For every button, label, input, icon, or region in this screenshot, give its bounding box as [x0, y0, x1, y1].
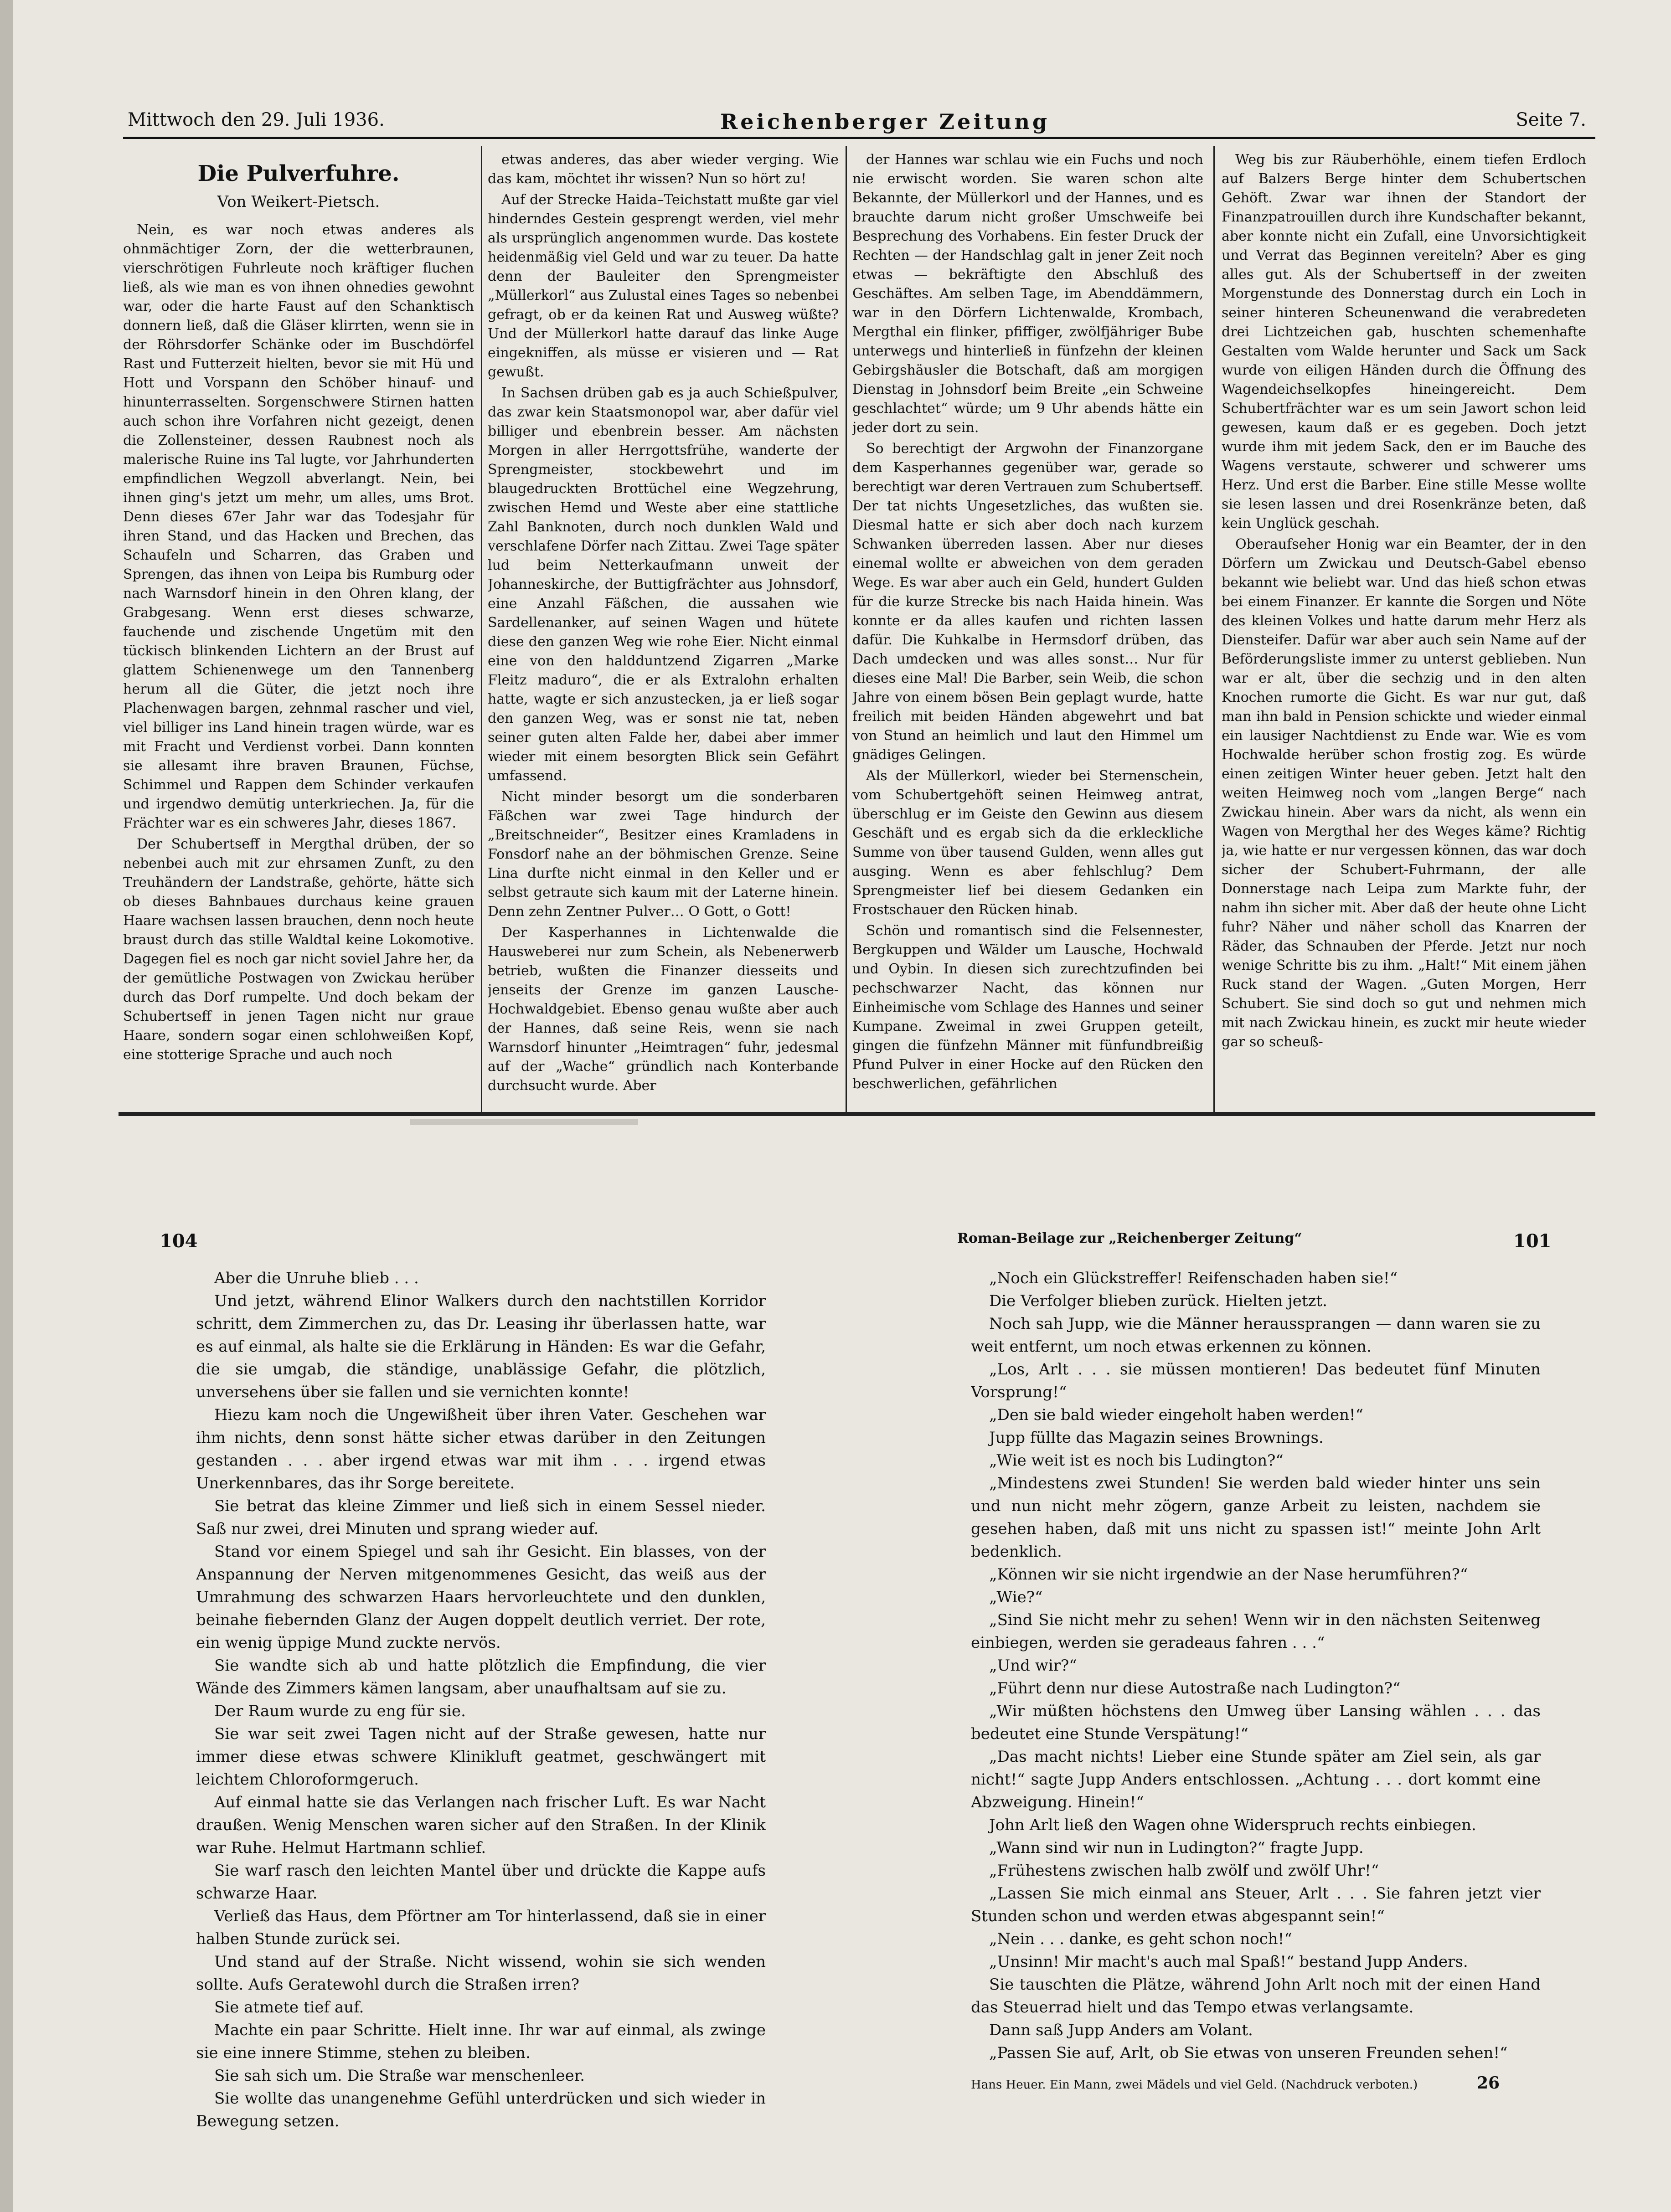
novel-paragraph: Sie betrat das kleine Zimmer und ließ sich in einem Sessel nieder. Saß nur zwei, drei Minuten und sprang wieder auf. — [196, 1497, 766, 1538]
novel-paragraph: Verließ das Haus, dem Pförtner am Tor hinterlassend, daß sie in einer halben Stunde zurück sei. — [196, 1907, 766, 1948]
story-paragraph: Weg bis zur Räuberhöhle, einem tiefen Erdloch auf Balzers Berge hinter dem Schubertschen Gehöft. Zwar war ihnen der Standort der Finanzpatrouillen durch ihre Kundschafter bekannt, aber konnte nicht ein Zufall, eine Unvorsichtigkeit und Verrat das Beginnen vereiteln? Aber es ging alles gut. Als der Schubertseff in der zweiten Morgenstunde des Donnerstag durch ein Loch in seiner hinteren Scheunenwand die verabredeten drei Lichtzeichen gab, huschten schemenhafte Gestalten vom Walde herunter und Sack um Sack wurde von eiligen Händen durch die Öffnung des Wagendeichselkopfes hineingereicht. Dem Schubertfrächter war es um sein Jawort schon leid gewesen, kaum daß er es gegeben. Doch jetzt wurde ihm mit jedem Sack, den er im Bauche des Wagens verstaute, schwerer und schwerer ums Herz. Und erst die Barber. Eine stille Messe wollte sie lesen lassen und drei Rosenkränze beten, daß kein Unglück geschah. — [1222, 152, 1586, 531]
novel-paragraph: Dann saß Jupp Anders am Volant. — [989, 2021, 1253, 2039]
novel-paragraph: Sie war seit zwei Tagen nicht auf der Straße gewesen, hatte nur immer diese etwas schwere Klinikluft geatmet, geschwängert mit leichtem Chloroformgeruch. — [196, 1725, 766, 1789]
novel-paragraph: Sie sah sich um. Die Straße war menschenleer. — [214, 2067, 585, 2085]
novel-paragraph: „Wie?“ — [989, 1588, 1043, 1606]
story-paragraph: etwas anderes, das aber wieder verging. Wie das kam, möchtet ihr wissen? Nun so hört zu! — [488, 152, 839, 187]
story-paragraph: So berechtigt der Argwohn der Finanzorgane dem Kasperhannes gegenüber war, gerade so berechtigt war deren Vertrauen zum Schubertseff. Der tat nichts Ungesetzliches, das wußten sie. Diesmal hatte er sich aber doch nach kurzem Schwanken überreden lassen. Aber nur dieses einemal wollte er abweichen von dem geraden Wege. Es war aber auch ein Geld, hundert Gulden für die kurze Strecke bis nach Haida hinein. Was konnte er da alles kaufen und richten lassen dafür. Die Kuhkalbe in Hermsdorf drüben, das Dach umdecken und was alles sonst… Nur für dieses eine Mal! Die Barber, sein Weib, die schon Jahre von einem bösen Bein geplagt wurde, hatte freilich mit beiden Händen abgewehrt und bat von Stund an heimlich und laut den Himmel um gnädiges Gelingen. — [852, 441, 1203, 763]
story-paragraph: In Sachsen drüben gab es ja auch Schießpulver, das zwar kein Staatsmonopol war, aber dafür viel billiger und ebenbrein besser. Am nächsten Morgen in aller Herrgottsfrühe, wanderte der Sprengmeister, stockbewehrt und im blaugedruckten Brottüchel eine Wegzehrung, zwischen Hemd und Weste aber eine stattliche Zahl Banknoten, durch noch dunklen Wald und verschlafene Dörfer nach Zittau. Zwei Tage später lud beim Netterkaufmann unweit der Johanneskirche, der Buttigfrächter aus Johnsdorf, eine Anzahl Fäßchen, die aussahen wie Sardellenanker, auf seinen Wagen und hütete diese den ganzen Weg wie rohe Eier. Nicht einmal eine von den haldduntzend Zigarren „Marke Fleitz maduro“, die er als Extralohn erhalten hatte, wagte er sich anzustecken, ja er ließ sogar den ganzen Weg, was er sonst nie tat, neben seiner guten alten Falde her, dabei aber immer wieder mit einem besorgten Blick sein Gefährt umfassend. — [488, 385, 839, 784]
novel-right-page-number: 101 — [1513, 1230, 1552, 1252]
masthead-page-number: Seite 7. — [1516, 109, 1586, 130]
novel-paragraph: „Wie weit ist es noch bis Ludington?“ — [989, 1451, 1284, 1470]
novel-paragraph: Und jetzt, während Elinor Walkers durch den nachtstillen Korridor schritt, dem Zimmerchen zu, das Dr. Leasing ihr überlassen hatte, war es auf einmal, als halte sie die Erklärung in Händen: Es war die Gefahr, die sie umgab, die ständige, unablässige Gefahr, die plötzlich, unversehens über sie fallen und sie vernichten konnte! — [196, 1292, 766, 1401]
novel-left-page-text — [196, 1267, 766, 2133]
novel-paragraph: Sie wollte das unangenehme Gefühl unterdrücken und sich wieder in Bewegung setzen. — [196, 2089, 766, 2130]
novel-paragraph: „Nein . . . danke, es geht schon noch!“ — [989, 1930, 1292, 1948]
story-paragraph: Nicht minder besorgt um die sonderbaren Fäßchen war zwei Tage hindurch der „Breitschneider“, Besitzer eines Kramladens in Fonsdorf nahe an der böhmischen Grenze. Seine Lina durfte nicht einmal in den Keller und er selbst getraute sich kaum mit der Laterne hinein. Denn zehn Zentner Pulver… O Gott, o Gott! — [488, 789, 839, 920]
story-paragraph: Auf der Strecke Haida–Teichstatt mußte gar viel hinderndes Gestein gesprengt werden, viel mehr als ursprünglich angenommen wurde. Das kostete heidenmäßig viel Geld und war zu teuer. Da hatte denn der Bauleiter den Sprengmeister „Müllerkorl“ aus Zulustal eines Tages so nebenbei gefragt, ob er da keinen Rat und Ausweg wüßte? Und der Müllerkorl hatte darauf das linke Auge eingekniffen, als müsse er visieren und — Rat gewußt. — [488, 192, 839, 380]
novel-paragraph: „Frühestens zwischen halb zwölf und zwölf Uhr!“ — [989, 1862, 1379, 1880]
novel-paragraph: „Wir müßten höchstens den Umweg über Lansing wählen . . . das bedeutet eine Stunde Verspätung!“ — [971, 1702, 1541, 1743]
masthead-date: Mittwoch den 29. Juli 1936. — [128, 109, 385, 130]
novel-paragraph: Und stand auf der Straße. Nicht wissend, wohin sie sich wenden sollte. Aufs Geratewohl durch die Straßen irren? — [196, 1953, 766, 1994]
novel-paragraph: Sie tauschten die Plätze, während John Arlt noch mit der einen Hand das Steuerrad hielt und das Tempo etwas verlangsamte. — [971, 1975, 1541, 2017]
novel-paragraph: Der Raum wurde zu eng für sie. — [214, 1702, 466, 1720]
section-rule — [119, 1112, 1595, 1116]
novel-right-page-text — [971, 1267, 1541, 2064]
novel-paragraph: Auf einmal hatte sie das Verlangen nach frischer Luft. Es war Nacht draußen. Wenig Menschen waren sicher auf den Straßen. In der Klinik war Ruhe. Helmut Hartmann schlief. — [196, 1793, 766, 1857]
story-paragraph: Als der Müllerkorl, wieder bei Sternenschein, vom Schubertgehöft seinen Heimweg antrat, überschlug er im Geiste den Gewinn aus diesem Geschäft und es ergab sich da die erkleckliche Summe von über tausend Gulden, wenn alles gut ausging. Wenn es aber fehlschlug? Dem Sprengmeister lief bei diesem Gedanken ein Frostschauer den Rücken hinab. — [852, 768, 1203, 918]
novel-paragraph: „Den sie bald wieder eingeholt haben werden!“ — [989, 1406, 1364, 1424]
novel-paragraph: „Passen Sie auf, Arlt, ob Sie etwas von unseren Freunden sehen!“ — [989, 2044, 1508, 2062]
novel-paragraph: „Führt denn nur diese Autostraße nach Ludington?“ — [989, 1679, 1401, 1698]
story-column-1 — [123, 150, 474, 1107]
novel-paragraph: „Noch ein Glückstreffer! Reifenschaden haben sie!“ — [989, 1269, 1398, 1287]
novel-paragraph: „Sind Sie nicht mehr zu sehen! Wenn wir in den nächsten Seitenweg einbiegen, werden sie geradeaus fahren . . .“ — [971, 1611, 1541, 1652]
story-column-4 — [1222, 150, 1586, 1107]
story-column-3 — [852, 150, 1203, 1107]
novel-paragraph: Die Verfolger blieben zurück. Hielten jetzt. — [989, 1292, 1327, 1310]
novel-paragraph: Sie warf rasch den leichten Mantel über und drückte die Kappe aufs schwarze Haar. — [196, 1862, 766, 1903]
novel-paragraph: Sie atmete tief auf. — [214, 1998, 364, 2017]
story-paragraph: Oberaufseher Honig war ein Beamter, der in den Dörfern um Zwickau und Deutsch-Gabel ebenso bekannt wie beliebt war. Und das hieß schon etwas bei einem Finanzer. Er kannte die Sorgen und Nöte des kleinen Volkes und hatte darum mehr Herz als Diensteifer. Dafür war aber auch sein Name auf der Beförderungsliste immer zu unterst geblieben. Nun war er alt, über die sechzig und in den alten Knochen rumorte die Gicht. Es war nur gut, daß man ihn bald in Pension schickte und wieder einmal ein lausiger Nachtdienst zu Ende war. Wie es vom Hochwalde herüber schon frostig zog. Es würde einen zeitigen Winter heuer geben. Jetzt halt den weiten Heimweg noch vom „langen Berge“ nach Zwickau hinein. Aber wars da nicht, als wenn ein Wagen von Mergthal her des Weges käme? Richtig ja, wie hatte er nur vergessen können, das war doch sicher der Schubert-Fuhrmann, der alle Donnerstage nach Leipa zum Markte fuhr, der nahm ihn sicher mit. Aber daß der heute ohne Licht fuhr? Näher und näher scholl das Knarren der Räder, das Schnauben der Pferde. Jetzt nur noch wenige Schritte bis zu ihm. „Halt!“ Mit einem jähen Ruck stand der Wagen. „Guten Morgen, Herr Schubert. Sie sind doch so gut und nehmen mich mit nach Zwickau hinein, es zuckt mir heute wieder gar so scheuß- — [1222, 536, 1586, 1050]
novel-paragraph: „Können wir sie nicht irgendwie an der Nase herumführen?“ — [989, 1565, 1468, 1584]
masthead-paper-name: Reichenberger Zeitung — [720, 109, 1050, 134]
novel-paragraph: „Wann sind wir nun in Ludington?“ fragte Jupp. — [989, 1839, 1364, 1857]
novel-paragraph: Stand vor einem Spiegel und sah ihr Gesicht. Ein blasses, von der Anspannung der Nerven mitgenommenes Gesicht, das weiß aus der Umrahmung des schwarzen Haars hervorleuchtete und den dunklen, beinahe fiebernden Glanz der Augen doppelt deutlich verriet. Der rote, ein wenig üppige Mund zuckte nervös. — [196, 1543, 766, 1652]
novel-supplement-header: Roman-Beilage zur „Reichenberger Zeitung“ — [957, 1230, 1302, 1246]
novel-paragraph: John Arlt ließ den Wagen ohne Widerspruch rechts einbiegen. — [989, 1816, 1476, 1834]
novel-paragraph: Sie wandte sich ab und hatte plötzlich die Empfindung, die vier Wände des Zimmers kämen langsam, aber unaufhaltsam auf sie zu. — [196, 1656, 766, 1698]
story-author: Von Weikert-Pietsch. — [217, 193, 380, 211]
story-column-2 — [488, 150, 839, 1107]
novel-paragraph: Hiezu kam noch die Ungewißheit über ihren Vater. Geschehen war ihm nichts, denn sonst hätte sicher etwas darüber in den Zeitungen gestanden . . . aber irgend etwas war mit ihm . . . irgend etwas Unerkennbares, das ihr Sorge bereitete. — [196, 1406, 766, 1492]
novel-paragraph: Jupp füllte das Magazin seines Brownings. — [989, 1429, 1324, 1447]
novel-paragraph: Noch sah Jupp, wie die Männer heraussprangen — dann waren sie zu weit entfernt, um noch etwas erkennen zu können. — [971, 1315, 1541, 1356]
novel-footer-number: 26 — [1477, 2073, 1500, 2093]
story-paragraph: Der Schubertseff in Mergthal drüben, der so nebenbei auch mit zur ehrsamen Zunft, zu den Treuhändern der Landstraße, gehörte, hätte sich ob dieses Bahnbaues durchaus keine grauen Haare wachsen lassen brauchen, denn noch heute braust durch das stille Waldtal keine Lokomotive. Dagegen fiel es noch gar nicht soviel Jahre her, da der gemütliche Postwagen von Zwickau herüber durch das Dorf rumpelte. Und doch bekam der Schubertseff in jenen Tagen nicht nur graue Haare, sondern sogar einen schlohweißen Kopf, eine stotterige Sprache und auch noch — [123, 836, 474, 1063]
column-divider — [481, 146, 482, 1112]
novel-paragraph: „Und wir?“ — [989, 1656, 1077, 1675]
novel-left-page-number: 104 — [160, 1230, 198, 1252]
novel-paragraph: „Mindestens zwei Stunden! Sie werden bald wieder hinter uns sein und nun nicht mehr zögern, ganze Arbeit zu leisten, nachdem sie gesehen haben, daß mit uns nicht zu spassen ist!“ meinte John Arlt bedenklich. — [971, 1474, 1541, 1561]
novel-paragraph: „Lassen Sie mich einmal ans Steuer, Arlt . . . Sie fahren jetzt vier Stunden schon und werden etwas abgespannt sein!“ — [971, 1884, 1541, 1925]
novel-paragraph: „Los, Arlt . . . sie müssen montieren! Das bedeutet fünf Minuten Vorsprung!“ — [971, 1360, 1541, 1401]
masthead — [128, 109, 1586, 137]
novel-paragraph: Aber die Unruhe blieb . . . — [214, 1269, 419, 1287]
ink-smudge — [410, 1119, 638, 1125]
story-title: Die Pulverfuhre. — [197, 161, 400, 186]
story-paragraph: der Hannes war schlau wie ein Fuchs und noch nie erwischt worden. Sie waren schon alte Bekannte, der Müllerkorl und der Hannes, und es brauchte darum nicht großer Umschweife bei Besprechung des Vorhabens. Ein fester Druck der Rechten — der Handschlag galt in jener Zeit noch etwas — bekräftigte den Abschluß des Geschäftes. Am selben Tage, im Abenddämmern, war in den Dörfern Lichtenwalde, Krombach, Mergthal ein flinker, pfiffiger, zwölfjähriger Bube unterwegs und hinterließ in fünfzehn der kleinen Gebirgshäusler die Botschaft, daß am morgigen Dienstag in Johnsdorf beim Breite „ein Schweine geschlachtet“ würde; um 9 Uhr abends hätte ein jeder dort zu sein. — [852, 152, 1203, 436]
column-divider — [846, 146, 847, 1112]
novel-paragraph: „Das macht nichts! Lieber eine Stunde später am Ziel sein, als gar nicht!“ sagte Jupp Anders entschlossen. „Achtung . . . dort kommt eine Abzweigung. Hinein!“ — [971, 1748, 1541, 1811]
novel-paragraph: Machte ein paar Schritte. Hielt inne. Ihr war auf einmal, als zwinge sie eine innere Stimme, stehen zu bleiben. — [196, 2021, 766, 2062]
story-paragraph: Der Kasperhannes in Lichtenwalde die Hausweberei nur zum Schein, als Nebenerwerb betrieb, wußten die Finanzer diesseits und jenseits der Grenze im ganzen Lausche-Hochwaldgebiet. Ebenso genau wußte aber auch der Hannes, daß seine Reis, wenn sie nach Warnsdorf hinunter „Heimtragen“ fuhr, jedesmal auf der „Wache“ gründlich nach Konterbande durchsucht wurde. Aber — [488, 925, 839, 1094]
novel-paragraph: „Unsinn! Mir macht's auch mal Spaß!“ bestand Jupp Anders. — [989, 1953, 1468, 1971]
column-divider — [1213, 146, 1215, 1112]
story-paragraph: Schön und romantisch sind die Felsennester, Bergkuppen und Wälder um Lausche, Hochwald und Oybin. In diesen sich zurechtzufinden bei pechschwarzer Nacht, das können nur Einheimische vom Schlage des Hannes und seiner Kumpane. Zweimal in zwei Gruppen geteilt, gingen die fünfzehn Männer mit fünfundbreißig Pfund Pulver in einer Hocke auf den Rücken den beschwerlichen, gefährlichen — [852, 923, 1203, 1092]
binding-gutter — [0, 0, 13, 2212]
masthead-rule — [123, 137, 1595, 139]
novel-footer-note: Hans Heuer. Ein Mann, zwei Mädels und viel Geld. (Nachdruck verboten.) — [971, 2078, 1418, 2092]
story-paragraph: Nein, es war noch etwas anderes als ohnmächtiger Zorn, der die wetterbraunen, vierschrötigen Fuhrleute noch kräftiger fluchen ließ, als wie man es von ihnen ohnedies gewohnt war, oder die harte Faust auf den Schanktisch donnern ließ, daß die Gläser klirrten, wenn sie in der Röhrsdorfer Schänke oder im Buschdörfel Rast und Futterzeit hielten, bevor sie mit Hü und Hott und Vorspann den Schöber hinauf- und hinunterrasselten. Sorgenschwere Stirnen hatten auch schon ihre Vorfahren nicht gezeigt, denen die Zollensteiner, dessen Raubnest noch als malerische Ruine ins Tal lugte, vor Jahrhunderten empfindlichen Wegzoll abverlangt. Nein, bei ihnen ging's jetzt um mehr, um alles, ums Brot. Denn dieses 67er Jahr war das Todesjahr für ihren Stand, und das Hacken und Brechen, das Schaufeln und Scharren, das Graben und Sprengen, das ihnen von Leipa bis Rumburg oder nach Warnsdorf hinein in den Ohren klang, der Grabgesang. Wenn erst dieses schwarze, fauchende und zischende Ungetüm mit den tückisch blinkenden Lichtern an der Brust auf glattem Schienenwege um den Tannenberg herum all die Güter, die jetzt noch ihre Plachenwagen bargen, zehnmal rascher und viel, viel billiger ins Land hinein tragen würde, war es mit Fracht und Verdienst vorbei. Dann konnten sie allesamt ihre braven Braunen, Füchse, Schimmel und Rappen dem Schinder verkaufen und irgendwo demütig unterkriechen. Ja, für die Frächter war es ein schweres Jahr, dieses 1867. — [123, 222, 474, 831]
